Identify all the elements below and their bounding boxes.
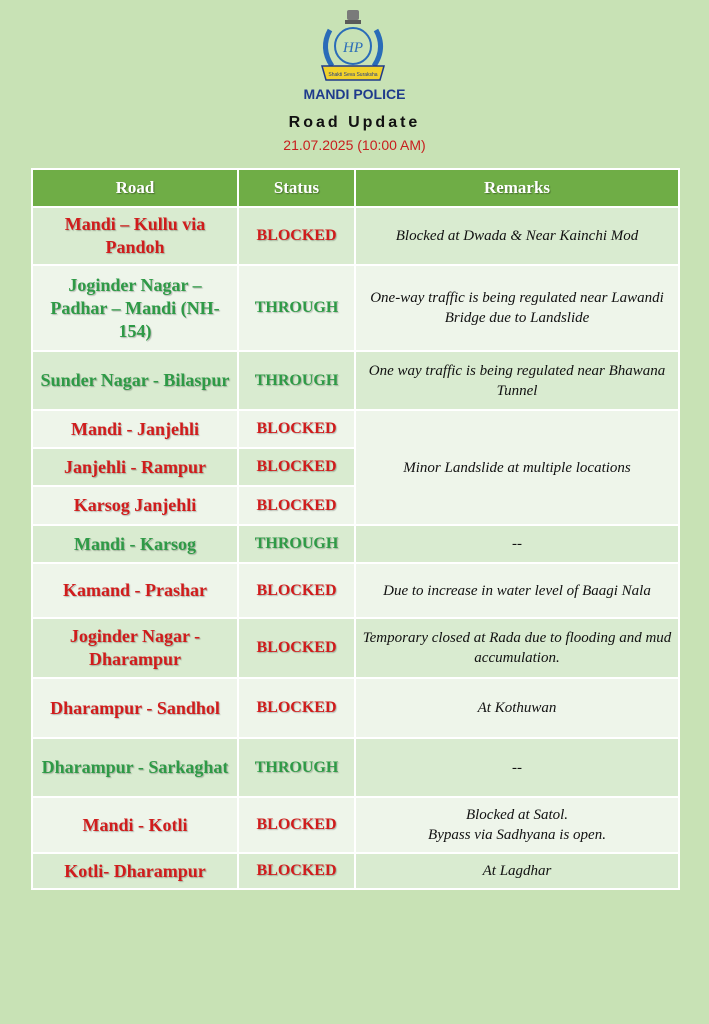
road-name: Mandi - Janjehli [32, 410, 238, 448]
road-remarks [355, 797, 679, 853]
road-status: THROUGH [238, 738, 355, 797]
road-status: BLOCKED [238, 618, 355, 678]
page-title: Road Update [288, 114, 421, 131]
police-emblem-icon [316, 8, 390, 86]
road-status: BLOCKED [238, 853, 355, 889]
road-remarks: Temporary closed at Rada due to flooding and mud accumulation. [355, 618, 679, 678]
table-row [32, 853, 679, 889]
road-remarks: One-way traffic is being regulated near Lawandi Bridge due to Landslide [355, 265, 679, 351]
road-name: Karsog Janjehli [32, 486, 238, 525]
road-name: Sunder Nagar - Bilaspur [32, 351, 238, 410]
road-status: THROUGH [238, 525, 355, 563]
table-row [32, 265, 679, 351]
table-row [32, 618, 679, 678]
road-remarks: Due to increase in water level of Baagi Nala [355, 563, 679, 618]
column-header-remarks: Remarks [355, 169, 679, 207]
table-row [32, 351, 679, 410]
road-status: THROUGH [238, 265, 355, 351]
table-row [32, 207, 679, 265]
road-name: Mandi – Kullu via Pandoh [32, 207, 238, 265]
road-name: Dharampur - Sandhol [32, 678, 238, 738]
road-name: Joginder Nagar - Dharampur [32, 618, 238, 678]
table-row [32, 738, 679, 797]
emblem-motto: Shakti Seva Suraksha [328, 72, 378, 78]
table-row [32, 563, 679, 618]
road-remarks: At Kothuwan [355, 678, 679, 738]
road-status: BLOCKED [238, 207, 355, 265]
column-header-status: Status [238, 169, 355, 207]
road-remarks: Minor Landslide at multiple locations [355, 410, 679, 525]
road-status: BLOCKED [238, 410, 355, 448]
road-name: Mandi - Kotli [32, 797, 238, 853]
column-header-road: Road [32, 169, 238, 207]
remarks-line: Bypass via Sadhyana is open. [428, 827, 606, 843]
organization-name: MANDI POLICE [303, 86, 406, 102]
table-row [32, 525, 679, 563]
road-remarks: -- [355, 738, 679, 797]
table-row [32, 797, 679, 853]
road-remarks: Blocked at Dwada & Near Kainchi Mod [355, 207, 679, 265]
road-status: BLOCKED [238, 563, 355, 618]
road-status: BLOCKED [238, 448, 355, 486]
emblem-text: HP [343, 40, 363, 56]
road-remarks: One way traffic is being regulated near Bhawana Tunnel [355, 351, 679, 410]
table-header-row [32, 169, 679, 207]
road-status: BLOCKED [238, 486, 355, 525]
road-name: Dharampur - Sarkaghat [32, 738, 238, 797]
road-remarks: At Lagdhar [355, 853, 679, 889]
road-remarks: -- [355, 525, 679, 563]
road-status: THROUGH [238, 351, 355, 410]
road-name: Joginder Nagar – Padhar – Mandi (NH-154) [32, 265, 238, 351]
road-status: BLOCKED [238, 797, 355, 853]
update-date: 21.07.2025 (10:00 AM) [283, 137, 426, 153]
road-name: Janjehli - Rampur [32, 448, 238, 486]
road-status-table [31, 168, 680, 890]
table-row [32, 678, 679, 738]
road-name: Kamand - Prashar [32, 563, 238, 618]
road-name: Kotli- Dharampur [32, 853, 238, 889]
road-status: BLOCKED [238, 678, 355, 738]
road-name: Mandi - Karsog [32, 525, 238, 563]
table-row [32, 410, 679, 448]
remarks-line: Blocked at Satol. [465, 807, 569, 823]
